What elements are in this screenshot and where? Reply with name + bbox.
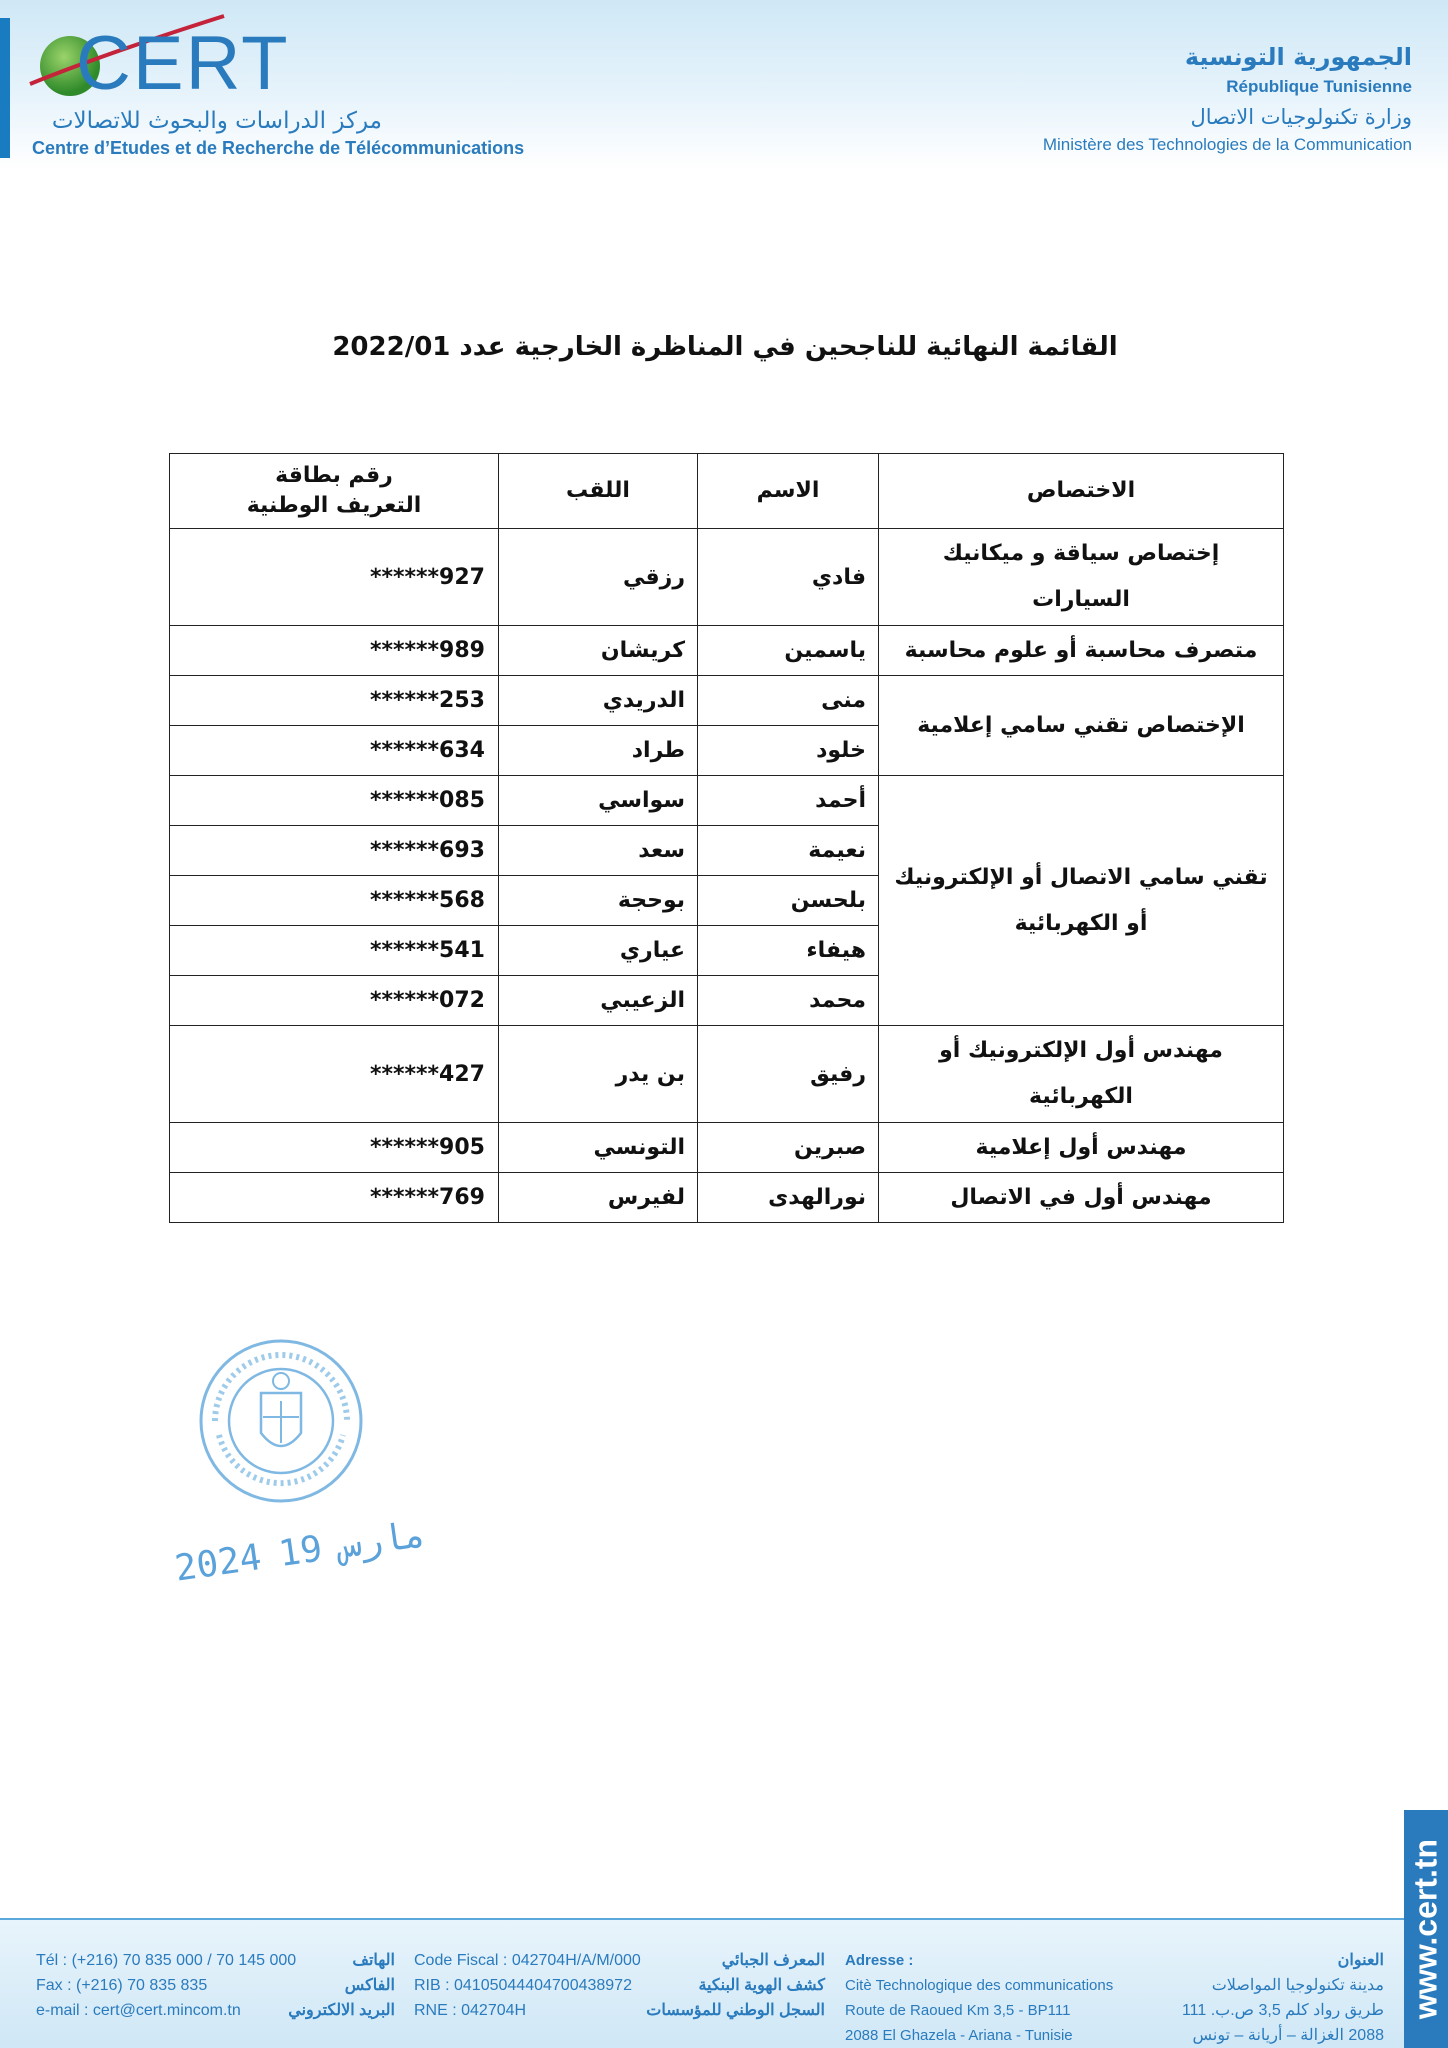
footer-fax-ar: الفاكس	[344, 1977, 395, 1994]
footer-email-ar: البريد الالكتروني	[288, 2002, 395, 2019]
first-name-cell: رفيق	[698, 1026, 879, 1123]
org-name-ar: مركز الدراسات والبحوث للاتصالات	[51, 108, 382, 134]
specialty-cell: الإختصاص تقني سامي إعلامية	[879, 676, 1284, 776]
date-stamp-day: 19	[276, 1528, 325, 1576]
id-cell: ******905	[170, 1123, 499, 1173]
footer-tel: Tél : (+216) 70 835 000 / 70 145 000	[36, 1952, 297, 1969]
header-id-line1: رقم بطاقة	[275, 463, 393, 488]
footer-rib-ar: كشف الهوية البنكية	[698, 1977, 825, 1994]
date-stamp-month: مارس	[336, 1513, 429, 1567]
last-name-cell: لفيرس	[499, 1173, 698, 1223]
ministry-block	[892, 40, 1412, 156]
logo-text: CERT	[76, 21, 290, 106]
footer-address-fr-label: Adresse :	[845, 1952, 914, 1969]
footer-address-ar-label: العنوان	[1337, 1952, 1384, 1969]
specialty-cell: مهندس أول الإلكترونيك أو الكهربائية	[879, 1026, 1284, 1123]
website-banner	[1404, 1810, 1448, 2048]
id-cell: ******927	[170, 529, 499, 626]
first-name-cell: فادي	[698, 529, 879, 626]
official-seal-stamp	[195, 1335, 367, 1507]
id-cell: ******693	[170, 826, 499, 876]
last-name-cell: بن يدر	[499, 1026, 698, 1123]
table-row	[170, 676, 1284, 726]
table-row	[170, 529, 1284, 626]
header-id-line2: التعريف الوطنية	[246, 493, 422, 518]
specialty-cell: مهندس أول في الاتصال	[879, 1173, 1284, 1223]
document-title: القائمة النهائية للناجحين في المناظرة الخارجية عدد 2022/01	[332, 332, 1118, 362]
footer-address-ar-3: 2088 الغزالة – أريانة – تونس	[1192, 2027, 1384, 2044]
last-name-cell: بوحجة	[499, 876, 698, 926]
footer-email: e-mail : cert@cert.mincom.tn	[36, 2002, 241, 2019]
specialty-cell: مهندس أول إعلامية	[879, 1123, 1284, 1173]
last-name-cell: سعد	[499, 826, 698, 876]
republic-fr: République Tunisienne	[1226, 77, 1412, 96]
header-first-name: الاسم	[698, 454, 879, 529]
last-name-cell: طراد	[499, 726, 698, 776]
footer-address-ar-2: طريق رواد كلم 3,5 ص.ب. 111	[1181, 2002, 1384, 2019]
footer-address-ar-1: مدينة تكنولوجيا المواصلات	[1211, 1977, 1384, 1994]
id-cell: ******085	[170, 776, 499, 826]
first-name-cell: هيفاء	[698, 926, 879, 976]
footer-address-fr	[845, 1948, 1113, 2048]
first-name-cell: ياسمين	[698, 626, 879, 676]
table-row	[170, 626, 1284, 676]
id-cell: ******072	[170, 976, 499, 1026]
id-cell: ******427	[170, 1026, 499, 1123]
results-table	[169, 453, 1284, 1223]
footer-fiscal-ar: المعرف الجبائي	[721, 1952, 825, 1969]
date-stamp-year: 2024	[172, 1536, 265, 1590]
specialty-cell: تقني سامي الاتصال أو الإلكترونيك أو الكهربائية	[879, 776, 1284, 1026]
table-row	[170, 1123, 1284, 1173]
first-name-cell: خلود	[698, 726, 879, 776]
ministry-ar: وزارة تكنولوجيات الاتصال	[1190, 105, 1412, 129]
header-id-number	[170, 454, 499, 529]
first-name-cell: منى	[698, 676, 879, 726]
table-row	[170, 1173, 1284, 1223]
table-header-row	[170, 454, 1284, 529]
last-name-cell: رزقي	[499, 529, 698, 626]
footer-rne-ar: السجل الوطني للمؤسسات	[646, 2002, 825, 2019]
footer-rne: RNE : 042704H	[414, 2002, 527, 2019]
footer-address-ar	[1130, 1948, 1384, 2048]
last-name-cell: الدريدي	[499, 676, 698, 726]
footer-legal-ar	[646, 1948, 825, 2023]
website-link[interactable]: www.cert.tn	[1407, 1838, 1444, 2020]
id-cell: ******253	[170, 676, 499, 726]
header-last-name: اللقب	[499, 454, 698, 529]
footer-fiscal: Code Fiscal : 042704H/A/M/000	[414, 1952, 641, 1969]
table-row	[170, 776, 1284, 826]
header-specialty: الاختصاص	[879, 454, 1284, 529]
footer-fax: Fax : (+216) 70 835 835	[36, 1977, 208, 1994]
first-name-cell: بلحسن	[698, 876, 879, 926]
footer-contact-ar	[265, 1948, 395, 2023]
id-cell: ******568	[170, 876, 499, 926]
last-name-cell: عياري	[499, 926, 698, 976]
last-name-cell: سواسي	[499, 776, 698, 826]
id-cell: ******541	[170, 926, 499, 976]
first-name-cell: صبرين	[698, 1123, 879, 1173]
header-accent-bar	[0, 18, 10, 158]
first-name-cell: نورالهدى	[698, 1173, 879, 1223]
cert-logo	[24, 14, 290, 114]
specialty-cell: إختصاص سياقة و ميكانيك السيارات	[879, 529, 1284, 626]
footer-address-fr-2: Route de Raoued Km 3,5 - BP111	[845, 2002, 1071, 2019]
table-row	[170, 1026, 1284, 1123]
footer	[0, 1920, 1404, 2048]
first-name-cell: محمد	[698, 976, 879, 1026]
id-cell: ******634	[170, 726, 499, 776]
footer-address-fr-3: 2088 El Ghazela - Ariana - Tunisie	[845, 2027, 1073, 2044]
footer-address-fr-1: Citè Technologique des communications	[845, 1977, 1114, 1994]
footer-legal-fr	[414, 1948, 641, 2023]
footer-contact-fr	[36, 1948, 296, 2023]
first-name-cell: نعيمة	[698, 826, 879, 876]
first-name-cell: أحمد	[698, 776, 879, 826]
ministry-fr: Ministère des Technologies de la Communication	[1042, 135, 1412, 154]
id-cell: ******989	[170, 626, 499, 676]
footer-rib: RIB : 04105044404700438972	[414, 1977, 632, 1994]
last-name-cell: كريشان	[499, 626, 698, 676]
org-name-fr: Centre d’Etudes et de Recherche de Télécommunications	[32, 138, 525, 158]
republic-ar: الجمهورية التونسية	[1184, 43, 1412, 71]
specialty-cell: متصرف محاسبة أو علوم محاسبة	[879, 626, 1284, 676]
last-name-cell: الزعيبي	[499, 976, 698, 1026]
id-cell: ******769	[170, 1173, 499, 1223]
last-name-cell: التونسي	[499, 1123, 698, 1173]
date-stamp	[172, 1511, 446, 1589]
footer-tel-ar: الهاتف	[352, 1952, 395, 1969]
